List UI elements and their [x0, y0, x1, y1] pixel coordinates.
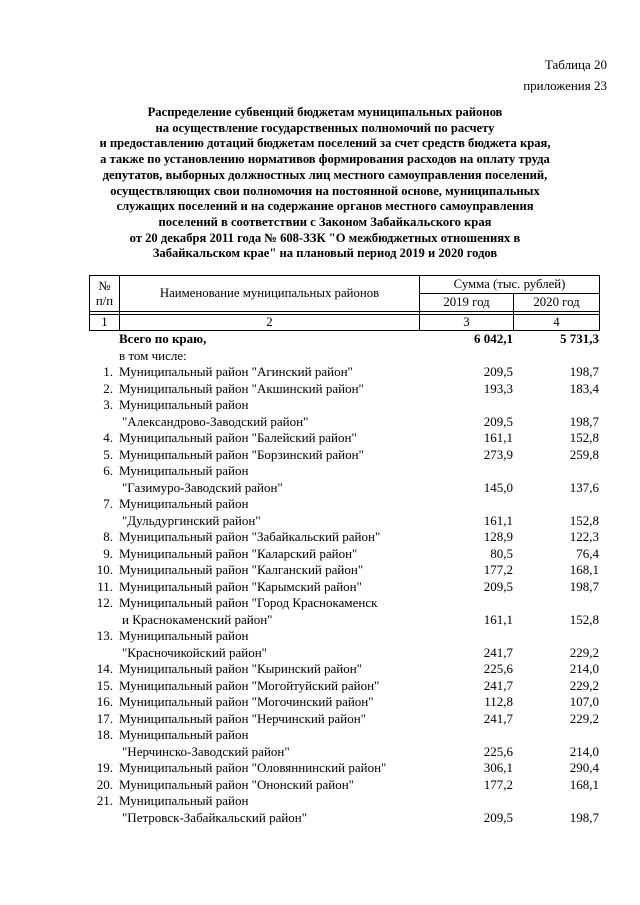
table-row	[89, 496, 599, 529]
district-name-line: Муниципальный район	[119, 463, 249, 478]
title-line: а также по установлению нормативов формирования расходов на оплату труда	[100, 152, 550, 167]
row-number: 21.	[96, 793, 113, 808]
district-name-line: Муниципальный район "Ононский район"	[119, 776, 355, 792]
row-number: 14.	[96, 661, 113, 676]
district-name-line: Муниципальный район "Могойтуйский район"	[119, 677, 380, 693]
value-2019: 306,1	[483, 760, 513, 775]
table-row	[89, 661, 599, 678]
table-row	[89, 579, 599, 596]
row-number: 11.	[97, 578, 113, 594]
table-row	[89, 430, 599, 447]
value-2020: 290,4	[569, 760, 599, 775]
value-2019: 177,2	[483, 776, 513, 792]
value-2019: 241,7	[483, 677, 513, 693]
district-name	[119, 562, 419, 579]
value-2019: 209,5	[483, 578, 513, 594]
value-2019: 241,7	[483, 710, 513, 726]
table-row	[89, 562, 599, 579]
row-number: 5.	[103, 446, 113, 462]
title-line: на осуществление государственных полномочий по расчету	[155, 120, 495, 135]
value-2019: 145,0	[483, 479, 513, 495]
total-2020: 5 731,3	[560, 331, 599, 346]
row-number: 20.	[96, 776, 113, 792]
district-name	[119, 694, 419, 711]
value-2020: 259,8	[569, 446, 599, 462]
col-index-2: 2	[120, 315, 420, 331]
table-header	[89, 275, 600, 331]
col-index-1: 1	[90, 315, 120, 331]
district-name-line: "Нерчинско-Заводский район"	[122, 743, 290, 759]
district-name-line: Муниципальный район "Оловяннинский район"	[119, 760, 387, 775]
district-name-line: и Краснокаменский район"	[122, 611, 273, 627]
row-number: 13.	[96, 628, 113, 643]
district-name-line: Муниципальный район "Борзинский район"	[119, 446, 364, 462]
num-header: № п/п	[90, 276, 120, 312]
value-2019: 161,1	[483, 430, 513, 445]
table-row	[89, 529, 599, 546]
district-name	[119, 463, 419, 496]
title-line: от 20 декабря 2011 года № 608-ЗЗК "О межбюджетных отношениях в	[129, 230, 521, 245]
table-row	[89, 463, 599, 496]
including-label: в том числе:	[119, 347, 187, 363]
district-name	[119, 397, 419, 430]
row-number: 16.	[96, 694, 113, 709]
district-name	[119, 678, 419, 695]
district-name-line: Муниципальный район "Агинский район"	[119, 364, 353, 379]
value-2020: 122,3	[569, 529, 599, 544]
value-2019: 225,6	[483, 743, 513, 759]
district-name-line: Муниципальный район "Балейский район"	[119, 430, 357, 445]
district-name	[119, 447, 419, 464]
document-title	[60, 105, 590, 262]
district-name	[119, 430, 419, 447]
district-name-line: "Газимуро-Заводский район"	[122, 479, 283, 495]
title-line: депутатов, выборных должностных лиц местного самоуправления поселений,	[102, 167, 548, 182]
value-2020: 152,8	[569, 611, 599, 627]
row-number: 8.	[103, 529, 113, 544]
value-2019: 161,1	[483, 512, 513, 528]
district-name-line: Муниципальный район	[119, 397, 249, 412]
district-name	[119, 661, 419, 678]
value-2019: 225,6	[483, 661, 513, 676]
table-body	[89, 331, 599, 826]
district-name-line: Муниципальный район	[119, 793, 249, 808]
table-row	[89, 777, 599, 794]
row-number: 4.	[103, 430, 113, 445]
district-name-line: "Дульдургинский район"	[122, 512, 261, 528]
district-name	[119, 364, 419, 381]
district-name	[119, 760, 419, 777]
row-number: 9.	[103, 545, 113, 561]
district-name-line: Муниципальный район "Могочинский район"	[119, 694, 374, 709]
col-index-4: 4	[514, 315, 600, 331]
district-name	[119, 777, 419, 794]
value-2020: 198,7	[569, 809, 599, 825]
title-line: служащих поселений и на содержание органов местного самоуправления	[116, 199, 534, 214]
table-row	[89, 546, 599, 563]
table-row	[89, 678, 599, 695]
year-2019-header: 2019 год	[420, 294, 514, 312]
value-2020: 152,8	[569, 430, 599, 445]
district-name	[119, 579, 419, 596]
year-2020-header: 2020 год	[514, 294, 600, 312]
value-2020: 76,4	[576, 545, 599, 561]
row-number: 18.	[96, 727, 113, 742]
district-name-line: Муниципальный район "Акшинский район"	[119, 380, 364, 396]
district-name-line: Муниципальный район "Кыринский район"	[119, 661, 363, 676]
value-2020: 214,0	[569, 743, 599, 759]
district-name	[119, 628, 419, 661]
table-row	[89, 628, 599, 661]
value-2020: 229,2	[569, 677, 599, 693]
table-row	[89, 381, 599, 398]
district-name	[119, 711, 419, 728]
value-2020: 229,2	[569, 710, 599, 726]
district-name	[119, 546, 419, 563]
total-label: Всего по краю,	[119, 331, 207, 346]
value-2020: 198,7	[569, 413, 599, 429]
district-name	[119, 496, 419, 529]
value-2019: 209,5	[483, 809, 513, 825]
title-line: Забайкальском крае" на плановый период 2019 и 2020 годов	[152, 246, 498, 261]
value-2020: 168,1	[569, 562, 599, 577]
value-2019: 209,5	[483, 413, 513, 429]
value-2020: 137,6	[569, 479, 599, 495]
district-name	[119, 529, 419, 546]
table-number: Таблица 20	[544, 57, 607, 72]
row-number: 19.	[96, 760, 113, 775]
value-2019: 112,8	[484, 694, 513, 709]
sum-header: Сумма (тыс. рублей)	[420, 276, 600, 294]
value-2020: 183,4	[569, 380, 599, 396]
value-2019: 80,5	[490, 545, 513, 561]
row-number: 1.	[103, 364, 113, 379]
title-line: осуществляющих свои полномочия на постоянной основе, муниципальных	[110, 183, 540, 198]
value-2020: 214,0	[569, 661, 599, 676]
value-2019: 209,5	[483, 364, 513, 379]
row-number: 10.	[96, 562, 113, 577]
title-line: Распределение субвенций бюджетам муниципальных районов	[147, 105, 503, 119]
table-row	[89, 711, 599, 728]
district-name-line: Муниципальный район "Нерчинский район"	[119, 710, 366, 726]
district-name-line: Муниципальный район "Карымский район"	[119, 578, 362, 594]
table-row	[89, 595, 599, 628]
col-index-3: 3	[420, 315, 514, 331]
district-name-line: Муниципальный район	[119, 727, 249, 742]
row-number: 6.	[103, 463, 113, 478]
including-row	[89, 348, 599, 365]
title-line: поселений в соответствии с Законом Забайкальского края	[158, 214, 492, 229]
district-name-line: "Петровск-Забайкальский район"	[122, 809, 308, 825]
district-name	[119, 381, 419, 398]
value-2019: 161,1	[483, 611, 513, 627]
title-line: и предоставлению дотаций бюджетам поселений за счет средств бюджета края,	[99, 136, 551, 151]
value-2020: 152,8	[569, 512, 599, 528]
district-name	[119, 727, 419, 760]
district-name	[119, 793, 419, 826]
total-row	[89, 331, 599, 348]
table-row	[89, 397, 599, 430]
value-2019: 241,7	[483, 644, 513, 660]
table-row	[89, 727, 599, 760]
value-2019: 128,9	[483, 529, 513, 544]
value-2020: 229,2	[569, 644, 599, 660]
district-name-line: Муниципальный район "Забайкальский район"	[119, 529, 381, 544]
name-header: Наименование муниципальных районов	[120, 276, 420, 312]
table-row	[89, 364, 599, 381]
table-row	[89, 694, 599, 711]
district-name-line: Муниципальный район	[119, 628, 249, 643]
district-name-line: "Александрово-Заводский район"	[122, 413, 309, 429]
value-2019: 177,2	[483, 562, 513, 577]
value-2020: 198,7	[569, 364, 599, 379]
row-number: 2.	[103, 380, 113, 396]
row-number: 15.	[96, 677, 113, 693]
appendix-label: приложения 23	[523, 78, 607, 93]
value-2020: 168,1	[569, 776, 599, 792]
table-row	[89, 760, 599, 777]
district-name-line: Муниципальный район "Калганский район"	[119, 562, 364, 577]
value-2019: 273,9	[483, 446, 513, 462]
district-name-line: Муниципальный район "Каларский район"	[119, 545, 358, 561]
table-row	[89, 447, 599, 464]
district-name	[119, 595, 419, 628]
district-name-line: Муниципальный район	[119, 496, 249, 511]
row-number: 12.	[96, 595, 113, 610]
table-row	[89, 793, 599, 826]
total-2019: 6 042,1	[474, 331, 513, 346]
row-number: 7.	[103, 496, 113, 511]
value-2019: 193,3	[483, 380, 513, 396]
district-name-line: Муниципальный район "Город Краснокаменск	[119, 595, 378, 610]
value-2020: 198,7	[569, 578, 599, 594]
value-2020: 107,0	[569, 694, 599, 709]
district-name-line: "Красночикойский район"	[122, 644, 267, 660]
row-number: 17.	[96, 710, 113, 726]
row-number: 3.	[103, 397, 113, 412]
